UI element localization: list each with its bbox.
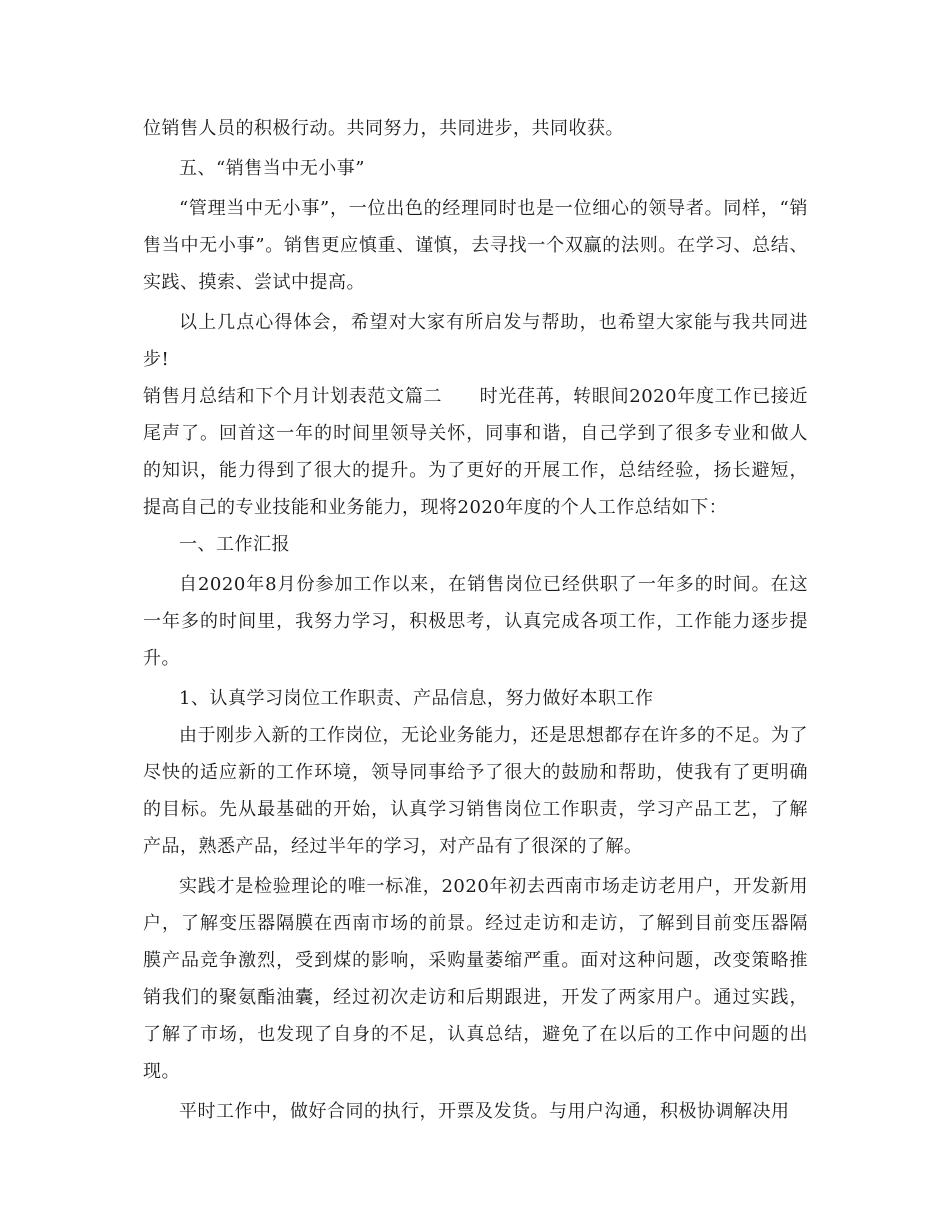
paragraph-9: 由于刚步入新的工作岗位，无论业务能力，还是思想都存在许多的不足。为了尽快的适应新的工作环境，领导同事给予了很大的鼓励和帮助，使我有了更明确的目标。先从最基础的开始，认真学习销售岗位工作职责，学习产品工艺，了解产品，熟悉产品，经过半年的学习，对产品有了很深的了解。 <box>143 725 808 857</box>
subheading-1: 1、认真学习岗位工作职责、产品信息，努力做好本职工作 <box>179 688 654 709</box>
paragraph-1: 位销售人员的积极行动。共同努力，共同进步，共同收获。 <box>143 118 624 139</box>
document-page <box>143 110 808 1130</box>
paragraph-4: 以上几点心得体会，希望对大家有所启发与帮助，也希望大家能与我共同进步! <box>143 312 808 370</box>
paragraph-11: 平时工作中，做好合同的执行，开票及发货。与用户沟通，积极协调解决用 <box>179 1101 790 1122</box>
section-heading-5: 五、“销售当中无小事” <box>179 158 365 179</box>
paragraph-5-article-title: 销售月总结和下个月计划表范文篇二 时光荏苒，转眼间2020年度工作已接近尾声了。回首这一年的时间里领导关怀，同事和谐，自己学到了很多专业和做人的知识，能力得到了很大的提升。为了更好的开展工作，总结经验，扬长避短，提高自己的专业技能和业务能力，现将2020年度的个人工作总结如下： <box>143 386 808 518</box>
section-heading-1: 一、工作汇报 <box>179 534 290 555</box>
paragraph-3: “管理当中无小事”，一位出色的经理同时也是一位细心的领导者。同样，“销售当中无小事”。销售更应慎重、谨慎，去寻找一个双赢的法则。在学习、总结、实践、摸索、尝试中提高。 <box>143 198 808 293</box>
paragraph-7: 自2020年8月份参加工作以来，在销售岗位已经供职了一年多的时间。在这一年多的时间里，我努力学习，积极思考，认真完成各项工作，工作能力逐步提升。 <box>143 574 808 669</box>
paragraph-10: 实践才是检验理论的唯一标准，2020年初去西南市场走访老用户，开发新用户，了解变压器隔膜在西南市场的前景。经过走访和走访，了解到目前变压器隔膜产品竞争激烈，受到煤的影响，采购量萎缩严重。面对这种问题，改变策略推销我们的聚氨酯油囊，经过初次走访和后期跟进，开发了两家用户。通过实践，了解了市场，也发现了自身的不足，认真总结，避免了在以后的工作中问题的出现。 <box>143 876 808 1082</box>
